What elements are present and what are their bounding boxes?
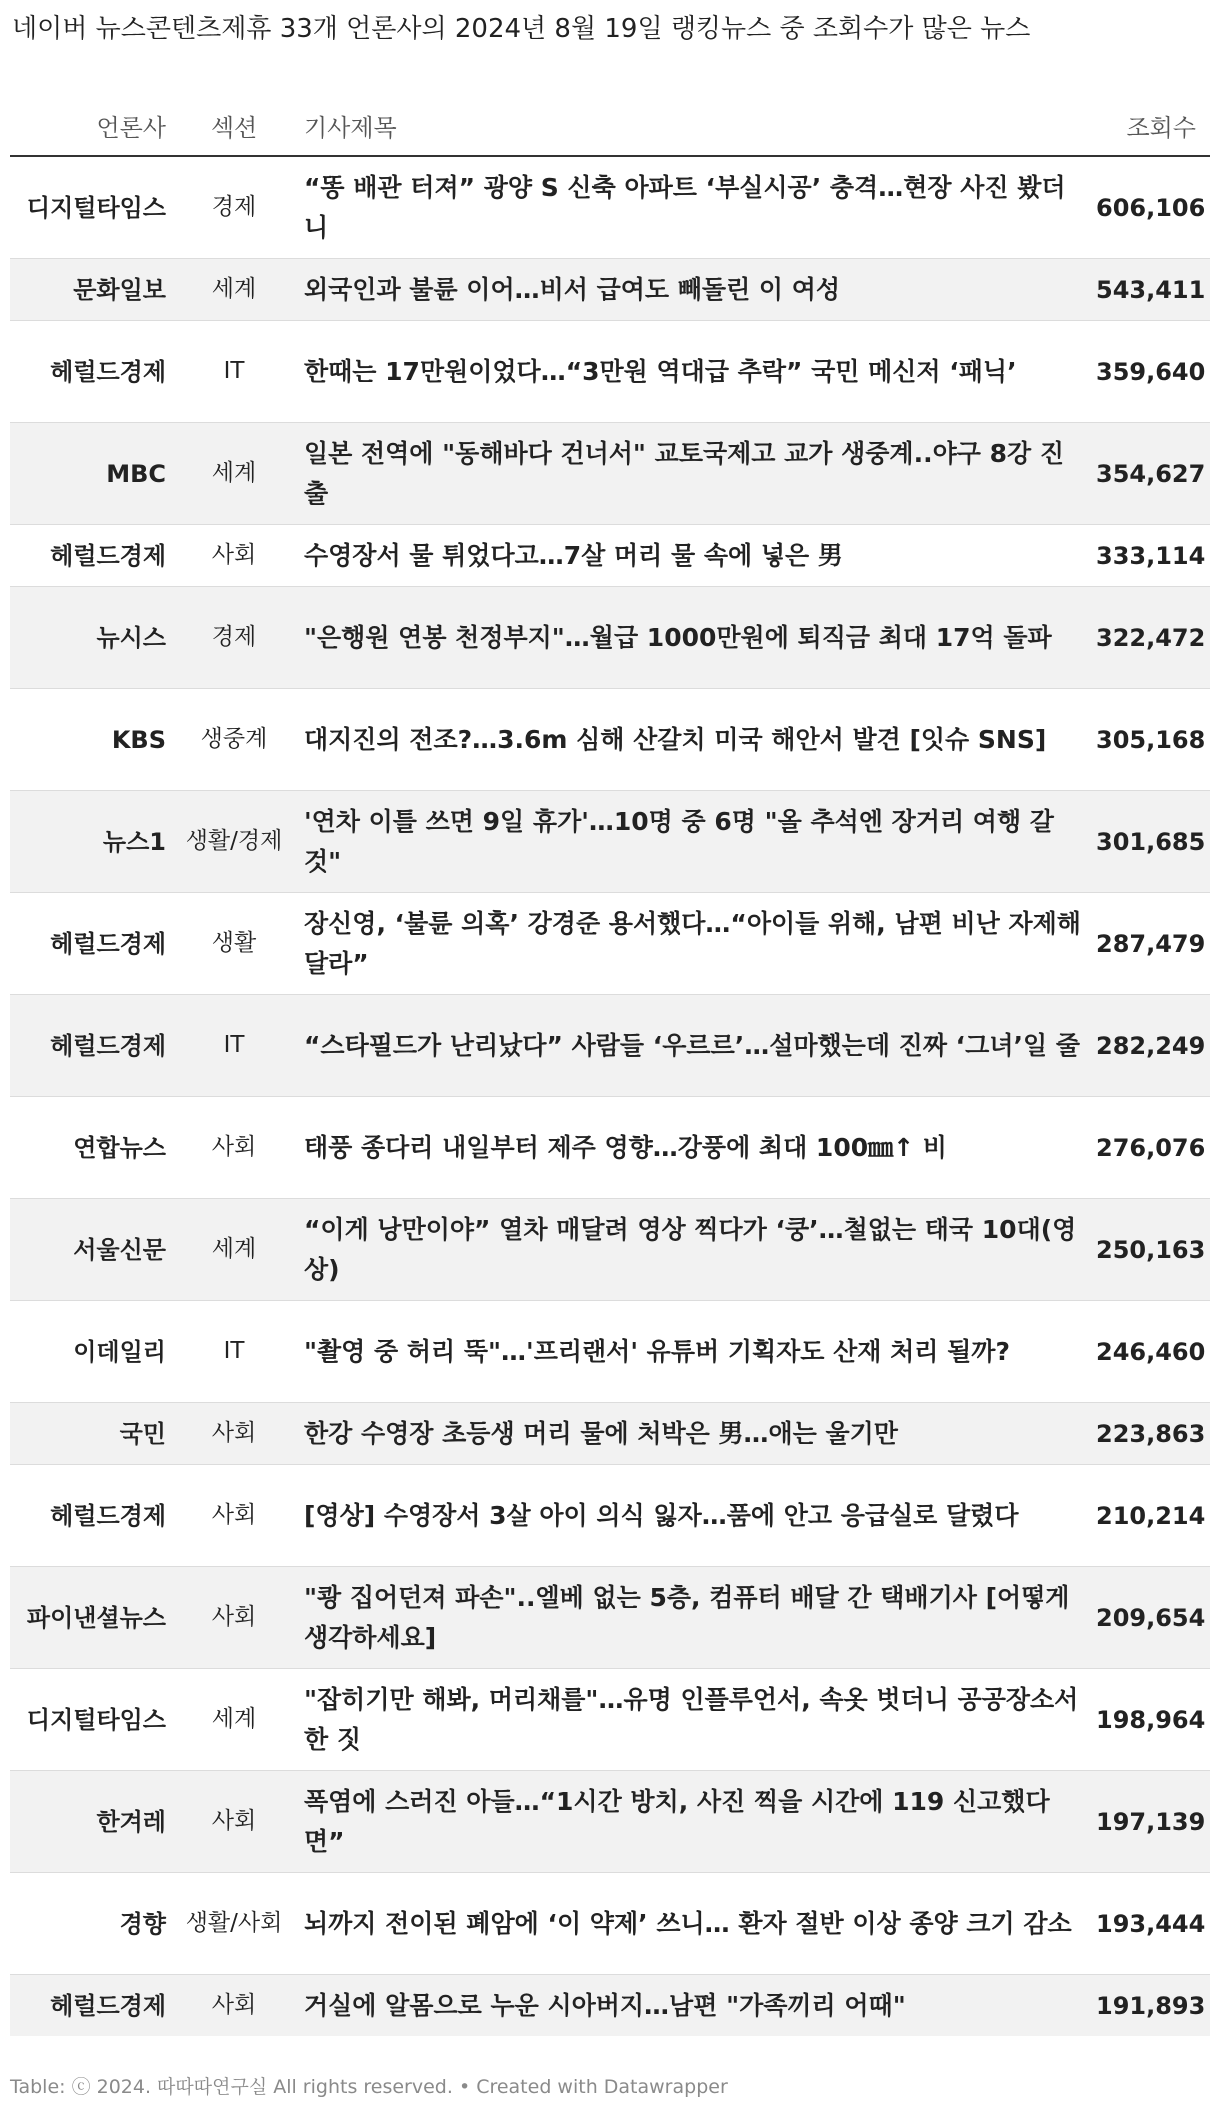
cell-outlet: 이데일리: [10, 1301, 178, 1403]
cell-headline: 장신영, ‘불륜 의혹’ 강경준 용서했다…“아이들 위해, 남편 비난 자제해달라”: [290, 893, 1096, 995]
cell-views: 354,627: [1096, 423, 1210, 525]
cell-outlet: 헤럴드경제: [10, 321, 178, 423]
cell-headline: 외국인과 불륜 이어…비서 급여도 빼돌린 이 여성: [290, 259, 1096, 321]
cell-outlet: MBC: [10, 423, 178, 525]
cell-section: 경제: [178, 587, 290, 689]
cell-outlet: 헤럴드경제: [10, 893, 178, 995]
cell-outlet: 헤럴드경제: [10, 525, 178, 587]
cell-views: 606,106: [1096, 156, 1210, 259]
cell-headline: 수영장서 물 튀었다고…7살 머리 물 속에 넣은 男: [290, 525, 1096, 587]
table-row: [10, 1975, 1210, 2037]
cell-headline: "촬영 중 허리 뚝"…'프리랜서' 유튜버 기획자도 산재 처리 될까?: [290, 1301, 1096, 1403]
table-row: [10, 587, 1210, 689]
cell-section: 경제: [178, 156, 290, 259]
cell-views: 276,076: [1096, 1097, 1210, 1199]
cell-section: 생활/사회: [178, 1873, 290, 1975]
cell-outlet: 파이낸셜뉴스: [10, 1567, 178, 1669]
column-header-views[interactable]: 조회수: [1096, 95, 1210, 156]
cell-section: IT: [178, 1301, 290, 1403]
cell-views: 191,893: [1096, 1975, 1210, 2037]
cell-section: 세계: [178, 423, 290, 525]
table-row: [10, 893, 1210, 995]
table-row: [10, 995, 1210, 1097]
cell-views: 305,168: [1096, 689, 1210, 791]
cell-section: 생활/경제: [178, 791, 290, 893]
cell-views: 223,863: [1096, 1403, 1210, 1465]
table-header-row: [10, 95, 1210, 156]
table-row: [10, 1199, 1210, 1301]
cell-outlet: 경향: [10, 1873, 178, 1975]
cell-headline: “이게 낭만이야” 열차 매달려 영상 찍다가 ‘쿵’…철없는 태국 10대(영상): [290, 1199, 1096, 1301]
table-row: [10, 1771, 1210, 1873]
cell-outlet: 한겨레: [10, 1771, 178, 1873]
cell-outlet: 디지털타임스: [10, 156, 178, 259]
table-row: [10, 1567, 1210, 1669]
table-row: [10, 1301, 1210, 1403]
cell-headline: 한때는 17만원이었다…“3만원 역대급 추락” 국민 메신저 ‘패닉’: [290, 321, 1096, 423]
column-header-headline[interactable]: 기사제목: [290, 95, 1096, 156]
cell-section: 사회: [178, 525, 290, 587]
cell-section: 사회: [178, 1465, 290, 1567]
table-row: [10, 791, 1210, 893]
cell-headline: “스타필드가 난리났다” 사람들 ‘우르르’…설마했는데 진짜 ‘그녀’일 줄: [290, 995, 1096, 1097]
cell-section: 사회: [178, 1975, 290, 2037]
cell-section: 세계: [178, 259, 290, 321]
cell-headline: 일본 전역에 "동해바다 건너서" 교토국제고 교가 생중계..야구 8강 진출: [290, 423, 1096, 525]
table-row: [10, 1669, 1210, 1771]
cell-headline: "은행원 연봉 천정부지"…월급 1000만원에 퇴직금 최대 17억 돌파: [290, 587, 1096, 689]
cell-outlet: 서울신문: [10, 1199, 178, 1301]
cell-views: 322,472: [1096, 587, 1210, 689]
cell-views: 287,479: [1096, 893, 1210, 995]
table-row: [10, 525, 1210, 587]
cell-section: 사회: [178, 1771, 290, 1873]
cell-views: 210,214: [1096, 1465, 1210, 1567]
cell-outlet: 헤럴드경제: [10, 995, 178, 1097]
cell-views: 333,114: [1096, 525, 1210, 587]
table-row: [10, 1873, 1210, 1975]
cell-section: 사회: [178, 1403, 290, 1465]
cell-views: 246,460: [1096, 1301, 1210, 1403]
cell-headline: 거실에 알몸으로 누운 시아버지…남편 "가족끼리 어때": [290, 1975, 1096, 2037]
cell-section: 사회: [178, 1567, 290, 1669]
cell-section: IT: [178, 321, 290, 423]
cell-headline: "잡히기만 해봐, 머리채를"…유명 인플루언서, 속옷 벗더니 공공장소서 한 짓: [290, 1669, 1096, 1771]
cell-outlet: 헤럴드경제: [10, 1465, 178, 1567]
cell-headline: 뇌까지 전이된 폐암에 ‘이 약제’ 쓰니… 환자 절반 이상 종양 크기 감소: [290, 1873, 1096, 1975]
cell-section: 생활: [178, 893, 290, 995]
cell-views: 209,654: [1096, 1567, 1210, 1669]
cell-headline: “똥 배관 터져” 광양 S 신축 아파트 ‘부실시공’ 충격…현장 사진 봤더니: [290, 156, 1096, 259]
table-footer-credit: Table: ⓒ 2024. 따따따연구실 All rights reserved. • Created with Datawrapper: [10, 2076, 728, 2098]
table-title: 네이버 뉴스콘텐츠제휴 33개 언론사의 2024년 8월 19일 랭킹뉴스 중 조회수가 많은 뉴스: [12, 14, 1031, 44]
cell-headline: "쾅 집어던져 파손"..엘베 없는 5층, 컴퓨터 배달 간 택배기사 [어떻게 생각하세요]: [290, 1567, 1096, 1669]
table-row: [10, 1097, 1210, 1199]
cell-views: 193,444: [1096, 1873, 1210, 1975]
table-row: [10, 156, 1210, 259]
table-row: [10, 423, 1210, 525]
cell-section: 생중계: [178, 689, 290, 791]
cell-outlet: 국민: [10, 1403, 178, 1465]
cell-headline: 태풍 종다리 내일부터 제주 영향…강풍에 최대 100㎜↑ 비: [290, 1097, 1096, 1199]
cell-views: 301,685: [1096, 791, 1210, 893]
column-header-section[interactable]: 섹션: [178, 95, 290, 156]
cell-headline: 폭염에 스러진 아들…“1시간 방치, 사진 찍을 시간에 119 신고했다면”: [290, 1771, 1096, 1873]
column-header-outlet[interactable]: 언론사: [10, 95, 178, 156]
ranking-table: [10, 95, 1210, 2036]
table-row: [10, 689, 1210, 791]
cell-section: 세계: [178, 1669, 290, 1771]
cell-outlet: 문화일보: [10, 259, 178, 321]
cell-views: 282,249: [1096, 995, 1210, 1097]
cell-views: 543,411: [1096, 259, 1210, 321]
cell-views: 197,139: [1096, 1771, 1210, 1873]
cell-headline: [영상] 수영장서 3살 아이 의식 잃자…품에 안고 응급실로 달렸다: [290, 1465, 1096, 1567]
cell-outlet: KBS: [10, 689, 178, 791]
cell-headline: 대지진의 전조?…3.6m 심해 산갈치 미국 해안서 발견 [잇슈 SNS]: [290, 689, 1096, 791]
cell-section: 사회: [178, 1097, 290, 1199]
cell-section: IT: [178, 995, 290, 1097]
cell-views: 359,640: [1096, 321, 1210, 423]
cell-outlet: 연합뉴스: [10, 1097, 178, 1199]
table-row: [10, 1403, 1210, 1465]
cell-headline: '연차 이틀 쓰면 9일 휴가'…10명 중 6명 "올 추석엔 장거리 여행 갈 것": [290, 791, 1096, 893]
cell-section: 세계: [178, 1199, 290, 1301]
cell-views: 198,964: [1096, 1669, 1210, 1771]
cell-headline: 한강 수영장 초등생 머리 물에 처박은 男…애는 울기만: [290, 1403, 1096, 1465]
cell-outlet: 헤럴드경제: [10, 1975, 178, 2037]
table-row: [10, 321, 1210, 423]
cell-outlet: 뉴시스: [10, 587, 178, 689]
table-row: [10, 1465, 1210, 1567]
cell-outlet: 뉴스1: [10, 791, 178, 893]
cell-outlet: 디지털타임스: [10, 1669, 178, 1771]
cell-views: 250,163: [1096, 1199, 1210, 1301]
table-row: [10, 259, 1210, 321]
